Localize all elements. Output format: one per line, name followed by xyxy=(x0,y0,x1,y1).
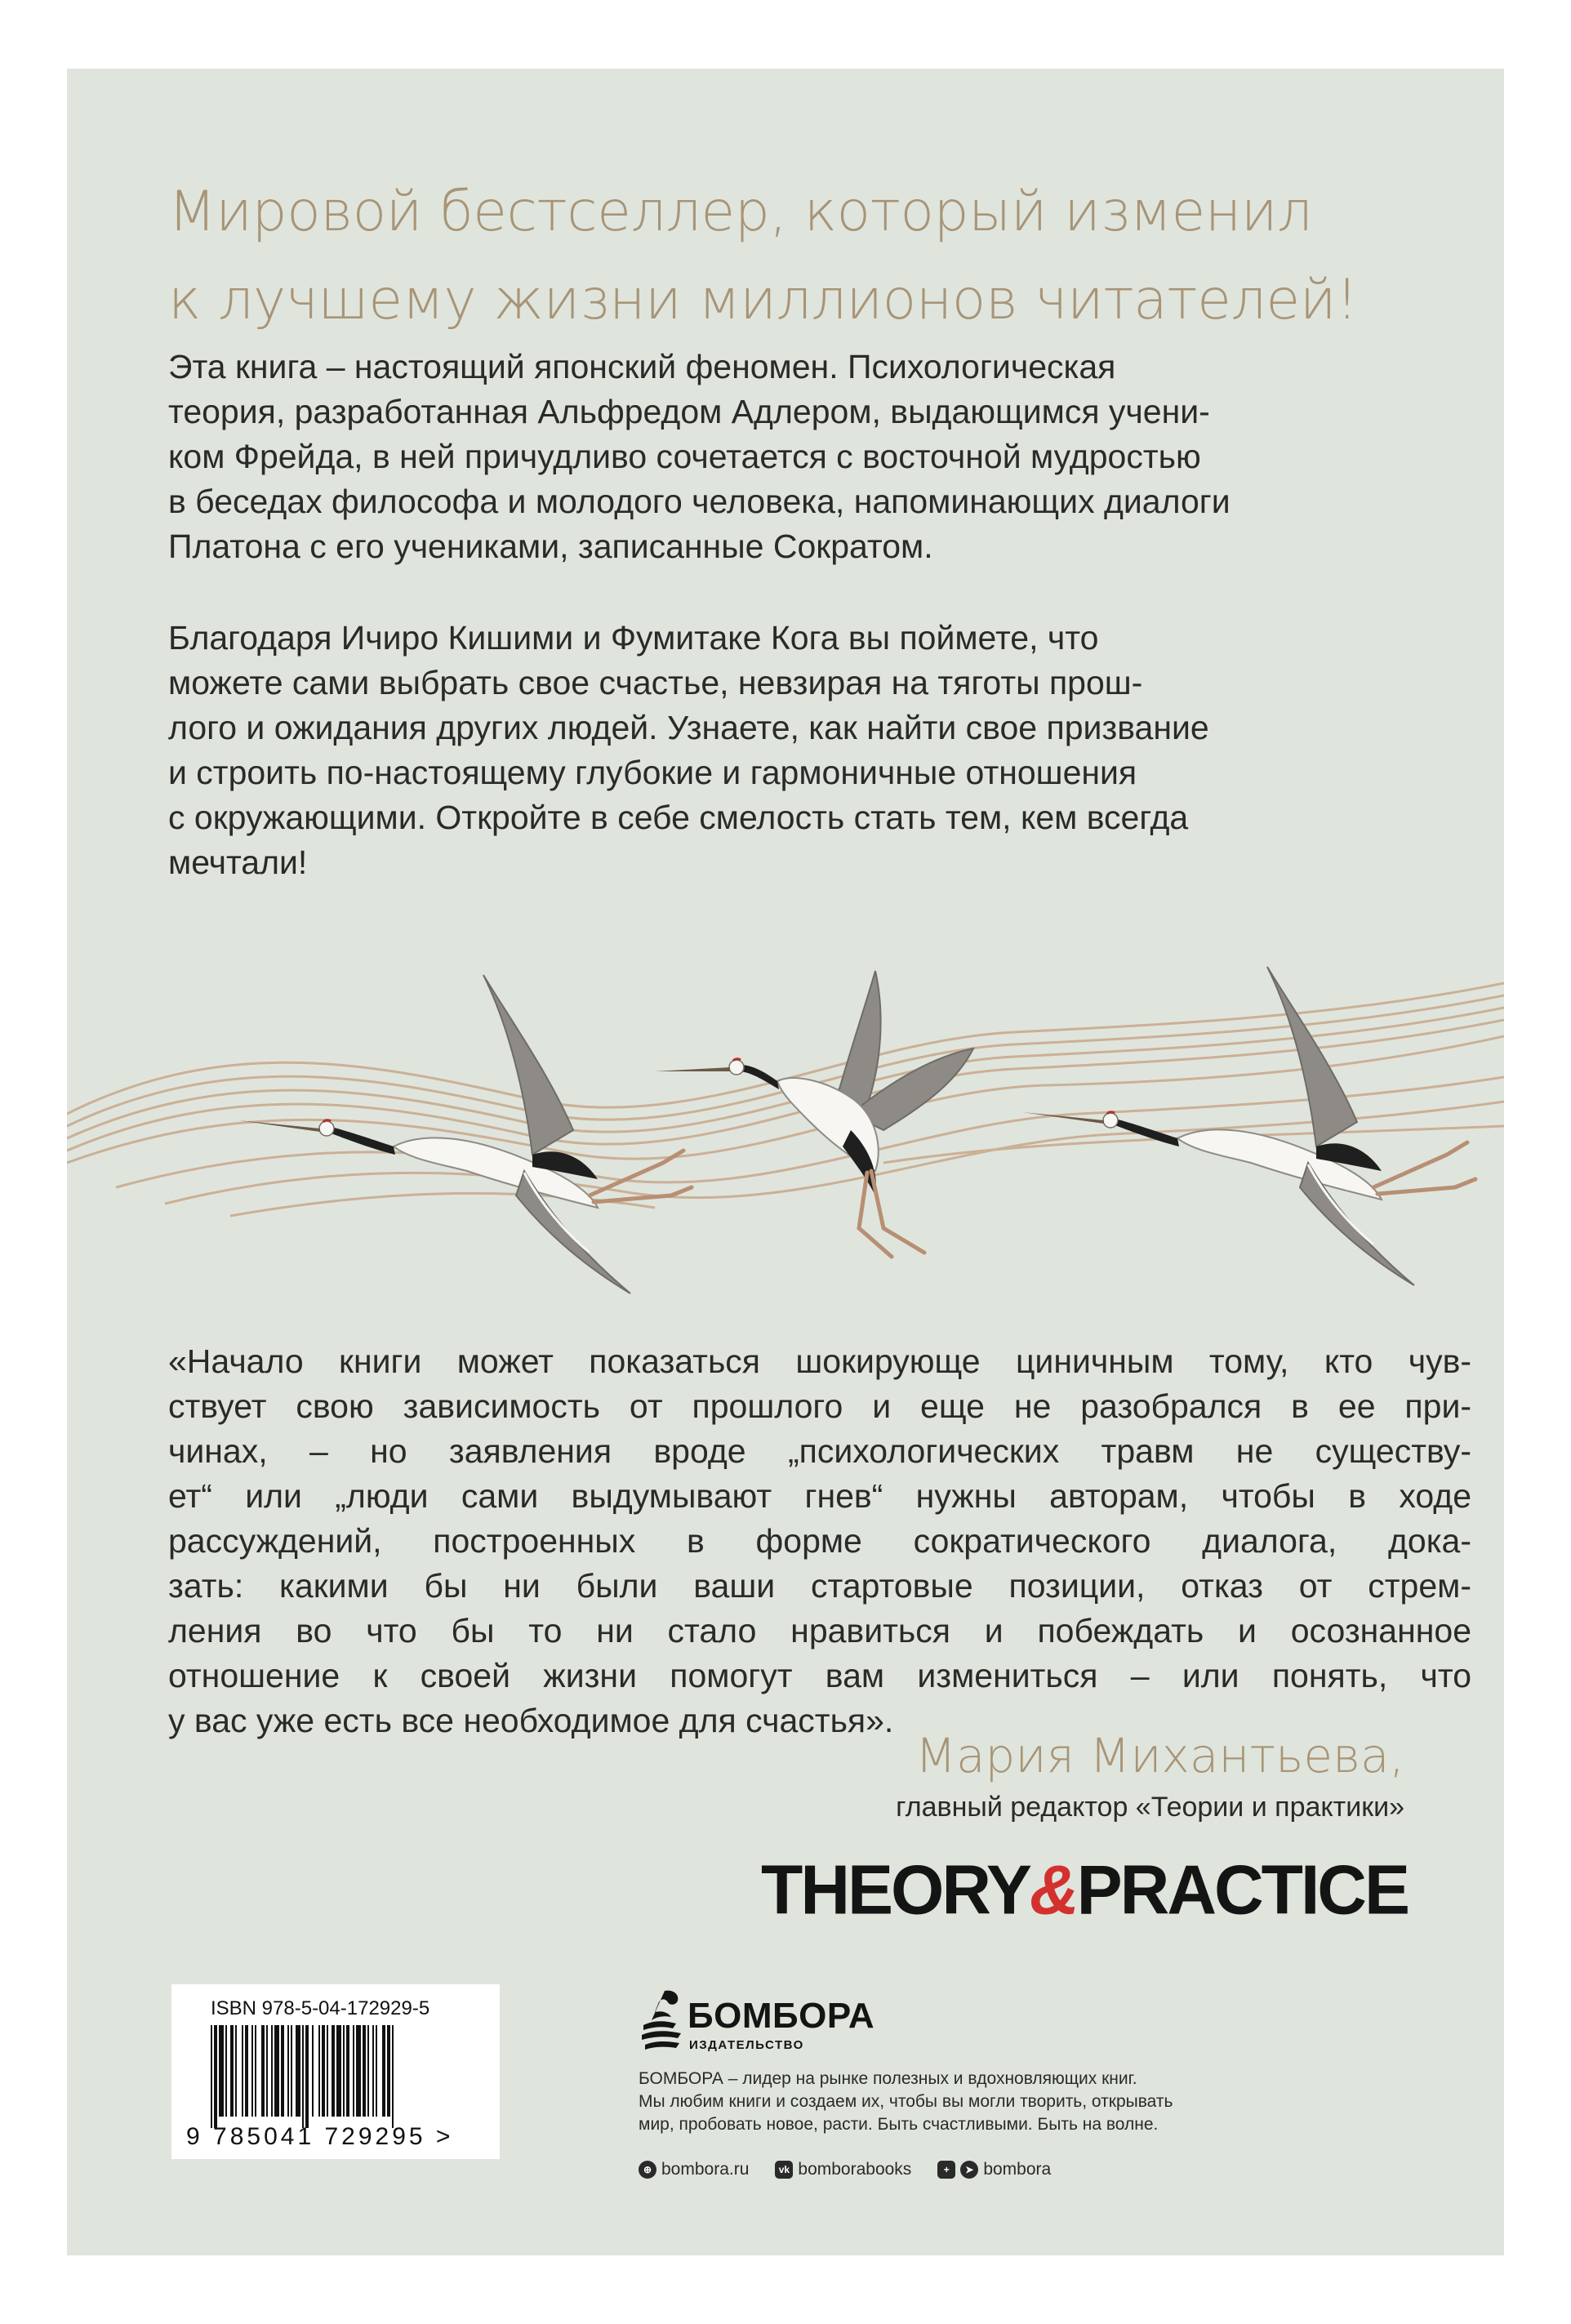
barcode-bar xyxy=(274,2025,279,2117)
description-paragraph-2 xyxy=(168,616,1442,885)
barcode-bar xyxy=(291,2025,292,2117)
logo-word-practice: PRACTICE xyxy=(1076,1850,1408,1929)
barcode-bar xyxy=(312,2025,314,2117)
quote-line: у вас уже есть все необходимое для счастья». xyxy=(168,1702,894,1739)
barcode-bar xyxy=(242,2025,243,2117)
globe-icon: ⊕ xyxy=(639,2161,656,2179)
barcode-bar xyxy=(245,2025,248,2117)
quote-line: отношение к своей жизни помогут вам измениться – или понять, что xyxy=(168,1657,1471,1694)
text-line: теория, разработанная Альфредом Адлером, выдающимся учени- xyxy=(168,393,1210,430)
telegram-icon: ➤ xyxy=(960,2161,978,2179)
barcode-bar xyxy=(343,2025,345,2117)
text-line: БОМБОРА – лидер на рынке полезных и вдохновляющих книг. xyxy=(639,2069,1137,2088)
text-line: с окружающими. Откройте в себе смелость стать тем, кем всегда xyxy=(168,799,1189,836)
logo-ampersand: & xyxy=(1029,1850,1077,1929)
text-line: Платона с его учениками, записанные Сократом. xyxy=(168,528,933,565)
barcode-icon xyxy=(211,2025,472,2128)
publisher-description xyxy=(639,2068,1292,2136)
barcode-bar xyxy=(302,2025,304,2128)
barcode-digits: 9 785041 729295 > xyxy=(186,2123,454,2150)
text-line: лого и ожидания других людей. Узнаете, как найти свое призвание xyxy=(168,709,1209,746)
theory-practice-logo xyxy=(761,1850,1408,1930)
barcode-bar xyxy=(219,2025,224,2117)
barcode-bar xyxy=(367,2025,369,2117)
quote-line: ет“ или „люди сами выдумывают гнев“ нужны авторам, чтобы в ходе xyxy=(168,1477,1471,1515)
plus-icon: + xyxy=(937,2161,955,2179)
barcode-bar xyxy=(281,2025,284,2117)
barcode-bar xyxy=(230,2025,234,2117)
quote-line: чинах, – но заявления вроде „психологических травм не существу- xyxy=(168,1432,1471,1470)
barcode-panel xyxy=(171,1984,500,2159)
publisher-socials xyxy=(639,2157,1077,2182)
quote-author-role: главный редактор «Теории и практики» xyxy=(896,1792,1404,1823)
vk-link[interactable] xyxy=(775,2160,911,2179)
barcode-bar xyxy=(353,2025,354,2117)
barcode-bar xyxy=(305,2025,309,2128)
text-line: Благодаря Ичиро Кишими и Фумитаке Кога вы поймете, что xyxy=(168,619,1099,657)
headline-line-1: Мировой бестселлер, который изменил xyxy=(168,180,1313,244)
barcode-bar xyxy=(211,2025,212,2128)
quote-line: ствует свою зависимость от прошлого и еще не разобрался в ее при- xyxy=(168,1387,1471,1425)
barcode-bar xyxy=(346,2025,349,2117)
flying-cranes-icon xyxy=(67,893,1504,1351)
barcode-bar xyxy=(235,2025,237,2117)
publisher-name: БОМБОРА xyxy=(688,1996,875,2036)
quote-line: рассуждений, построенных в форме сократического диалога, дока- xyxy=(168,1522,1471,1560)
quote-line: ления во что бы то ни стало нравиться и побеждать и осознанное xyxy=(168,1612,1471,1650)
quote-author: Мария Михантьева, xyxy=(915,1728,1404,1783)
barcode-bar xyxy=(392,2025,394,2128)
text-line: Эта книга – настоящий японский феномен. Психологическая xyxy=(168,348,1116,385)
text-line: мир, пробовать новое, расти. Быть счастливыми. Быть на волне. xyxy=(639,2115,1159,2134)
barcode-bar xyxy=(387,2025,390,2117)
barcode-bar xyxy=(318,2025,320,2117)
barcode-bar xyxy=(372,2025,374,2117)
editor-quote xyxy=(168,1339,1471,1743)
text-line: ком Фрейда, в ней причудливо сочетается с восточной мудростью xyxy=(168,438,1201,475)
text-line: и строить по-настоящему глубокие и гармоничные отношения xyxy=(168,754,1137,791)
vk-icon: vk xyxy=(775,2161,793,2179)
messenger-link[interactable] xyxy=(937,2160,1051,2179)
headline xyxy=(168,168,1442,345)
barcode-bar xyxy=(296,2025,300,2117)
barcode-bar xyxy=(327,2025,328,2117)
description-paragraph-1 xyxy=(168,345,1442,569)
quote-line: «Начало книги может показаться шокирующе циничным тому, кто чув- xyxy=(168,1342,1471,1380)
barcode-bar xyxy=(356,2025,361,2117)
text-line: мечтали! xyxy=(168,844,308,881)
text-line: можете сами выбрать свое счастье, невзирая на тяготы прош- xyxy=(168,664,1143,701)
headline-line-2: к лучшему жизни миллионов читателей! xyxy=(168,268,1358,332)
logo-word-theory: THEORY xyxy=(761,1850,1030,1929)
barcode-bar xyxy=(261,2025,265,2117)
barcode-bar xyxy=(376,2025,377,2117)
book-back-cover xyxy=(67,69,1504,2255)
barcode-bar xyxy=(214,2025,217,2128)
barcode-bar xyxy=(382,2025,385,2117)
publisher-subtitle: ИЗДАТЕЛЬСТВО xyxy=(689,2038,804,2052)
barcode-bar xyxy=(363,2025,366,2117)
barcode-bar xyxy=(336,2025,341,2117)
barcode-bar xyxy=(225,2025,227,2117)
messenger-label: bombora xyxy=(983,2160,1052,2179)
website-label: bombora.ru xyxy=(661,2160,750,2179)
vk-label: bomborabooks xyxy=(798,2160,912,2179)
barcode-bar xyxy=(255,2025,256,2117)
text-line: Мы любим книги и создаем их, чтобы вы могли творить, открывать xyxy=(639,2092,1173,2111)
barcode-bar xyxy=(322,2025,325,2117)
text-line: в беседах философа и молодого человека, напоминающих диалоги xyxy=(168,483,1231,520)
barcode-bar xyxy=(271,2025,273,2117)
bombora-logo-icon xyxy=(640,1988,686,2055)
barcode-bar xyxy=(287,2025,289,2117)
barcode-bar xyxy=(251,2025,253,2117)
barcode-bar xyxy=(266,2025,268,2117)
quote-line: зать: какими бы ни были ваши стартовые позиции, отказ от стрем- xyxy=(168,1567,1471,1605)
isbn-number: ISBN 978-5-04-172929-5 xyxy=(211,1997,430,2019)
website-link[interactable] xyxy=(639,2160,749,2179)
barcode-bar xyxy=(332,2025,335,2117)
